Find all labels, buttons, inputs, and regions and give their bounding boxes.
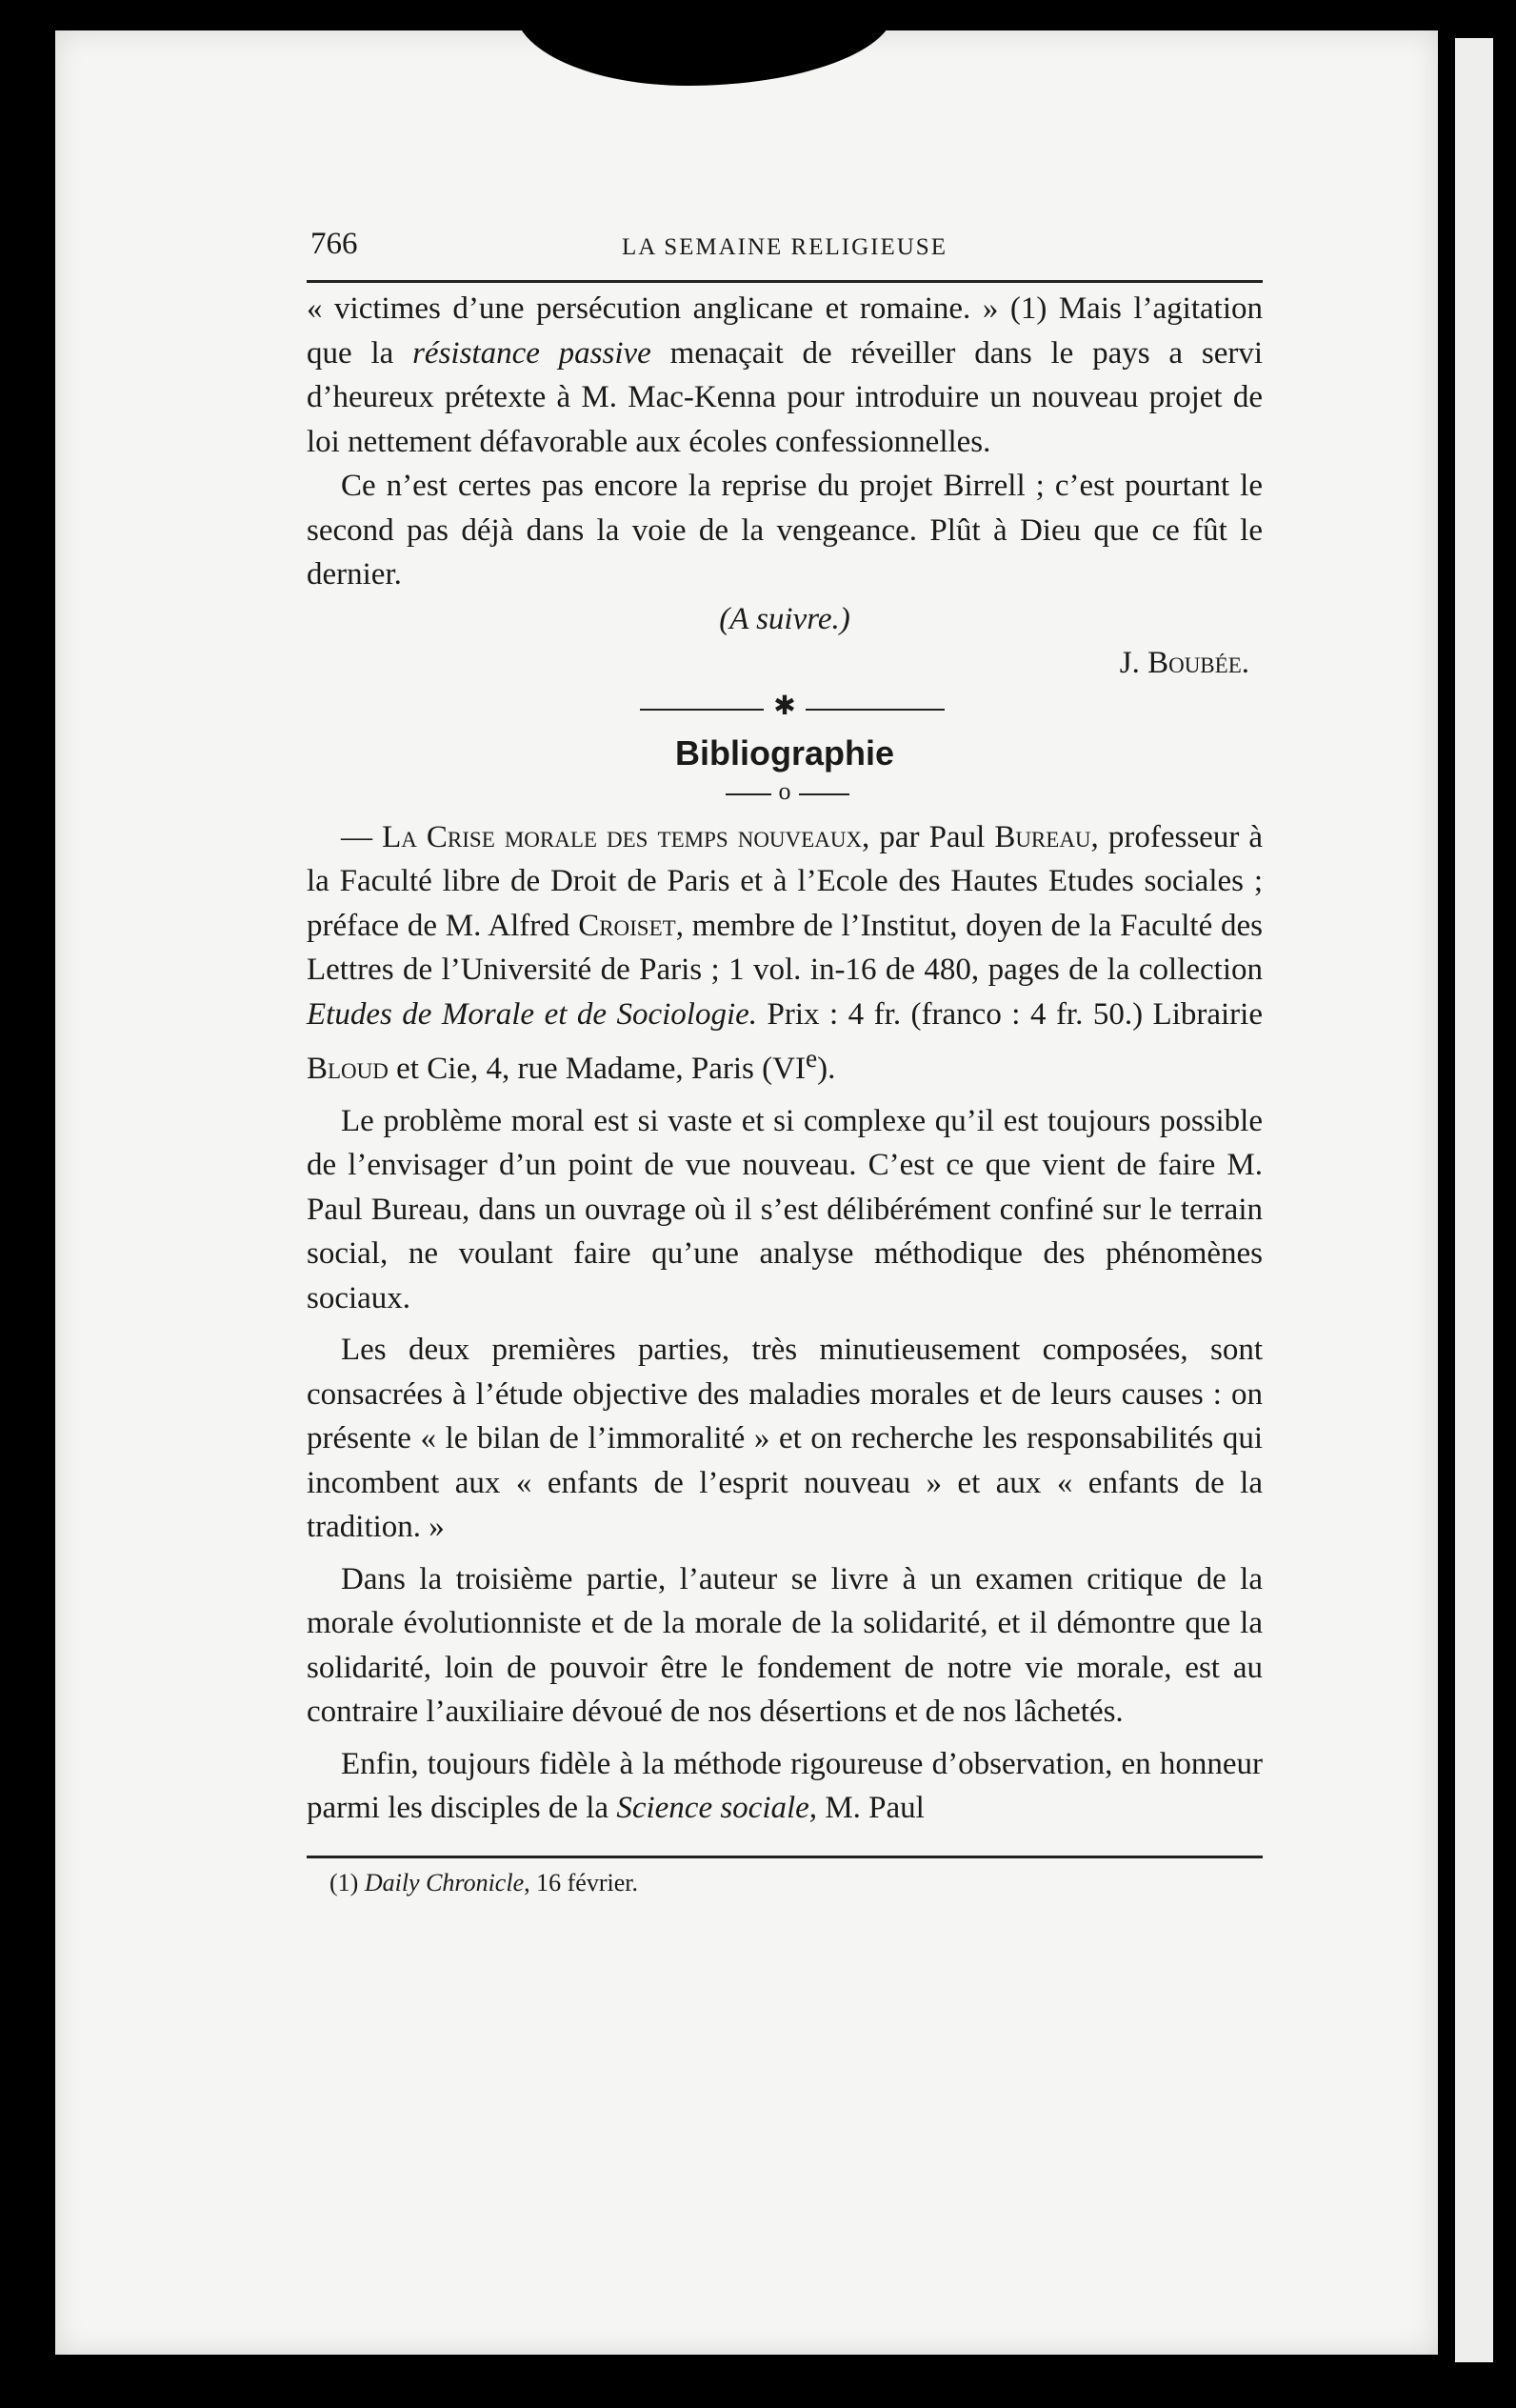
section-separator bbox=[307, 690, 1263, 728]
adjacent-page-edge bbox=[1455, 38, 1493, 2362]
collection-name: Etudes de Morale et de Sociologie. bbox=[307, 996, 758, 1032]
bibliographic-entry: — La Crise morale des temps nouveaux, par Paul Bureau, professeur à la Faculté libre de Droit de Paris et à l’Ecole des Hautes Etudes sociales ; préface de M. Alfred Croiset, membre de l’Institut, doyen de la Faculté des Lettres de l’Université de Paris ; 1 vol. in-16 de 480, pages de la collection Etudes de Morale et de Sociologie. Prix : 4 fr. (franco : 4 fr. 50.) Librairie Bloud et Cie, 4, rue Madame, Paris (VIe). bbox=[307, 819, 1264, 1086]
paragraph-review-1: Le problème moral est si vaste et si complexe qu’il est toujours possible de l’envisager d’un point de vue nouveau. C’est ce que vient de faire M. Paul Bureau, dans un ouvrage où il s’est délibérément confiné sur le terrain social, ne voulant faire qu’une analyse méthodique des phénomènes sociaux. bbox=[307, 1103, 1263, 1315]
header-rule bbox=[307, 280, 1263, 283]
circle-ornament: o bbox=[771, 777, 799, 805]
footnote-source: Daily Chronicle bbox=[364, 1868, 525, 1896]
asterisk-ornament: ✱ bbox=[764, 692, 805, 721]
signature: J. Boubée. bbox=[1119, 646, 1249, 680]
paragraph-review-4: Enfin, toujours fidèle à la méthode rigoureuse d’observation, en honneur parmi les disciples de la Science sociale, M. Paul bbox=[307, 1746, 1263, 1825]
footnote-rule bbox=[307, 1856, 1263, 1858]
paragraph-review-2: Les deux premières parties, très minutieusement composées, sont consacrées à l’étude objective des maladies morales et de leurs causes : on présente « le bilan de l’immoralité » et on recherche les responsabilités qui incombent aux « enfants de l’esprit nouveau » et aux « enfants de la tradition. » bbox=[307, 1333, 1263, 1544]
paragraph-birrell: Ce n’est certes pas encore la reprise du projet Birrell ; c’est pourtant le second pas déjà dans la voie de la vengeance. Plût à Dieu que ce fût le dernier. bbox=[307, 469, 1263, 592]
to-follow-note: (A suivre.) bbox=[719, 601, 850, 636]
page-number: 766 bbox=[310, 227, 358, 261]
paragraph-continued: « victimes d’une persécution anglicane et romaine. » (1) Mais l’agitation que la résistance passive menaçait de réveiller dans le pays a servi d’heureux prétexte à M. Mac-Kenna pour introduire un nouveau projet de loi nettement défavorable aux écoles confessionnelles. bbox=[307, 291, 1264, 459]
footnote: (1) Daily Chronicle, 16 février. bbox=[329, 1868, 638, 1896]
section-title: Bibliographie bbox=[674, 732, 894, 773]
book-author: Bureau bbox=[994, 819, 1091, 854]
small-separator bbox=[307, 777, 1263, 810]
page-content bbox=[307, 227, 1263, 1902]
book-title: La Crise morale des temps nouveaux bbox=[382, 819, 863, 854]
running-title: LA SEMAINE RELIGIEUSE bbox=[622, 234, 948, 260]
page-header bbox=[307, 227, 1263, 274]
paragraph-review-3: Dans la troisième partie, l’auteur se livre à un examen critique de la morale évolutionniste et de la morale de la solidarité, et il démontre que la solidarité, loin de pouvoir être le fondement de notre vie morale, est au contraire l’auxiliaire dévoué de nos désertions et de nos lâchetés. bbox=[307, 1561, 1263, 1729]
